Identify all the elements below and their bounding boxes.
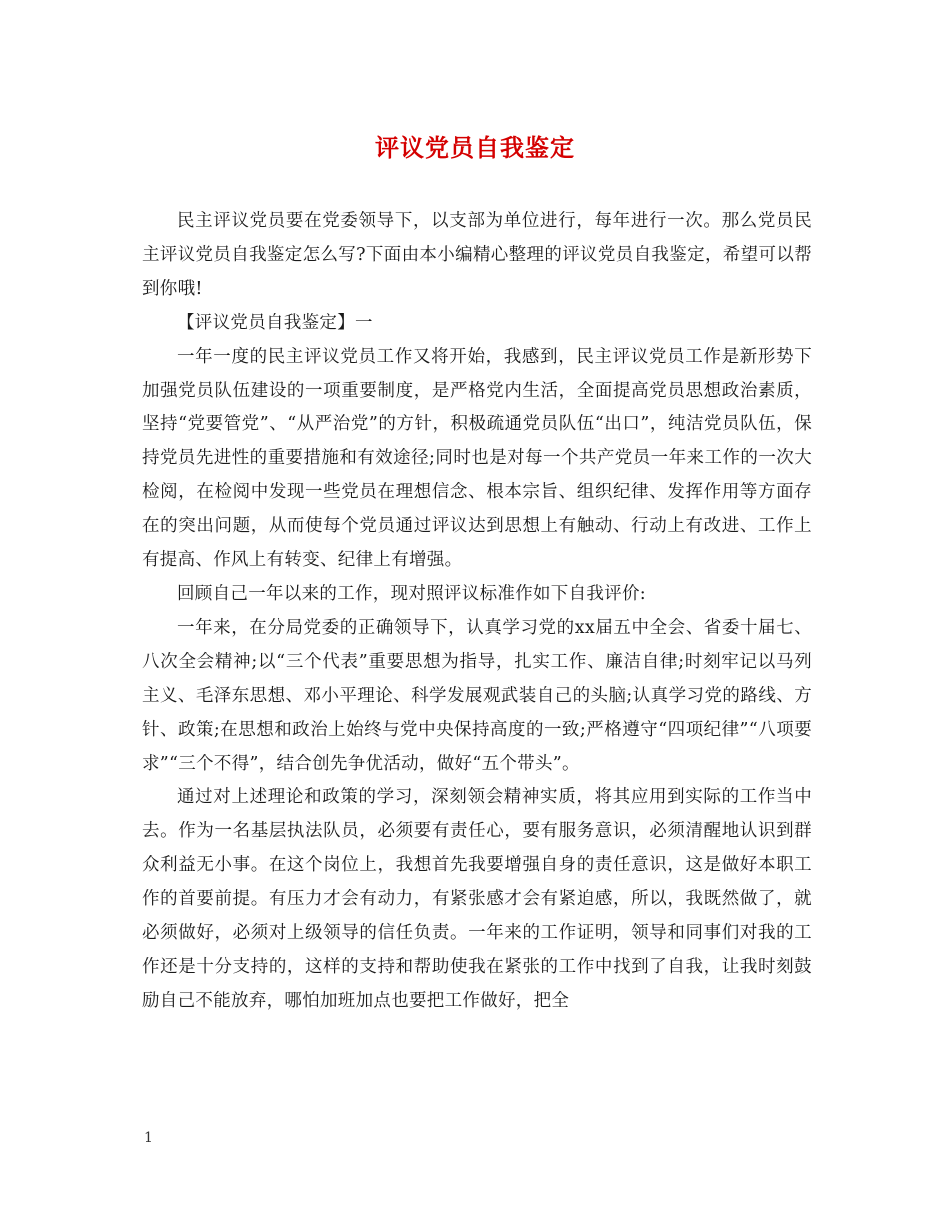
body-paragraph: 通过对上述理论和政策的学习，深刻领会精神实质，将其应用到实际的工作当中去。作为一名基层执法队员，必须要有责任心，要有服务意识，必须清醒地认识到群众利益无小事。在这个岗位上，我想首先我要增强自身的责任意识，这是做好本职工作的首要前提。有压力才会有动力，有紧张感才会有紧迫感，所以，我既然做了，就必须做好，必须对上级领导的信任负责。一年来的工作证明，领导和同事们对我的工作还是十分支持的，这样的支持和帮助使我在紧张的工作中找到了自我，让我时刻鼓励自己不能放弃，哪怕加班加点也要把工作做好，把全	[142, 787, 812, 1011]
body-paragraph: 一年一度的民主评议党员工作又将开始，我感到，民主评议党员工作是新形势下加强党员队伍建设的一项重要制度，是严格党内生活，全面提高党员思想政治素质，坚持“党要管党”、“从严治党”的方针，积极疏通党员队伍“出口”，纯洁党员队伍，保持党员先进性的重要措施和有效途径;同时也是对每一个共产党员一年来工作的一次大检阅，在检阅中发现一些党员在理想信念、根本宗旨、组织纪律、发挥作用等方面存在的突出问题，从而使每个党员通过评议达到思想上有触动、行动上有改进、工作上有提高、作风上有转变、纪律上有增强。	[142, 346, 812, 571]
document-body	[142, 205, 812, 1019]
document-title: 评议党员自我鉴定	[375, 133, 575, 162]
page-number: 1	[144, 1130, 153, 1146]
section-heading: 【评议党员自我鉴定】一	[177, 312, 373, 333]
body-paragraph: 回顾自己一年以来的工作，现对照评议标准作如下自我评价:	[177, 583, 646, 604]
body-paragraph: 一年来，在分局党委的正确领导下，认真学习党的xx届五中全会、省委十届七、八次全会精神;以“三个代表”重要思想为指导，扎实工作、廉洁自律;时刻牢记以马列主义、毛泽东思想、邓小平理论、科学发展观武装自己的头脑;认真学习党的路线、方针、政策;在思想和政治上始终与党中央保持高度的一致;严格遵守“四项纪律”“八项要求”“三个不得”，结合创先争优活动，做好“五个带头”。	[142, 617, 812, 774]
intro-paragraph: 民主评议党员要在党委领导下，以支部为单位进行，每年进行一次。那么党员民主评议党员自我鉴定怎么写?下面由本小编精心整理的评议党员自我鉴定，希望可以帮到你哦!	[142, 211, 812, 299]
